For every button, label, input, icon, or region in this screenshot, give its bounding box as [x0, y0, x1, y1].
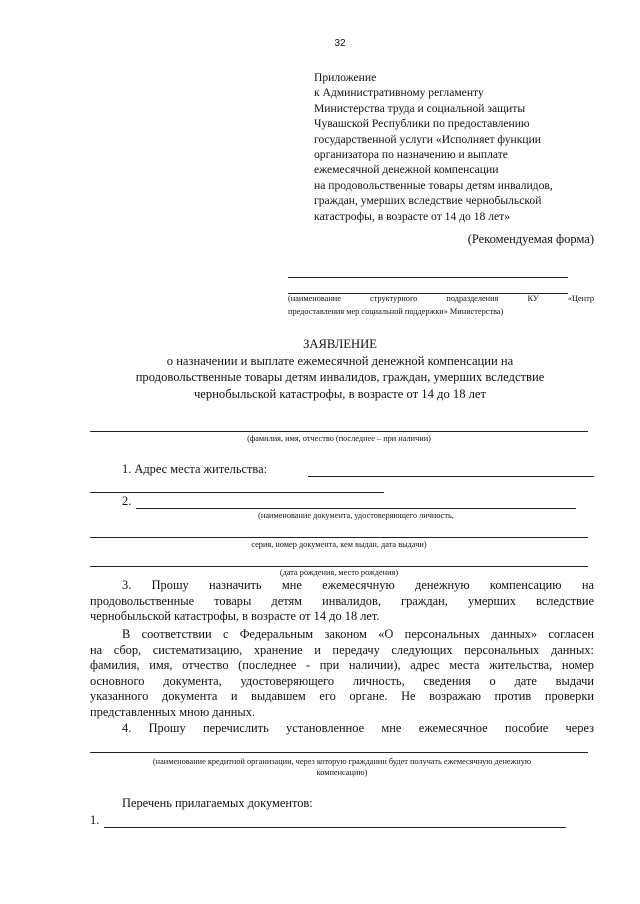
- consent-line: В соответствии с Федеральным законом «О персональных данных» согласен: [122, 627, 594, 641]
- appendix-line: организатора по назначению и выплате: [314, 148, 508, 162]
- address-label: 1. Адрес места жительства:: [122, 462, 268, 476]
- documents-list-item-field-line[interactable]: [104, 827, 566, 828]
- document-title: [90, 336, 590, 402]
- identity-doc-series-caption: серия, номер документа, кем выдан, дата выдачи): [251, 540, 427, 549]
- consent-line: указанного документа и выдавшем его органе. Не возражаю против проверки: [90, 689, 594, 704]
- address-field-line-1[interactable]: [308, 476, 594, 477]
- appendix-line: государственной услуги «Исполняет функции: [314, 132, 541, 146]
- consent-line: основного документа, удостоверяющего личность, сведения о дате выдачи: [90, 673, 594, 688]
- recommended-form-note: (Рекомендуемая форма): [467, 232, 594, 246]
- consent-line: представленных мною данных.: [90, 704, 255, 719]
- title-line: продовольственные товары детям инвалидов, граждан, умерших вследствие: [135, 370, 545, 385]
- bank-caption-line2: компенсацию): [316, 768, 368, 777]
- request-line: чернобыльской катастрофы, в возрасте от 14 до 18 лет.: [90, 609, 380, 624]
- payment-line: 4. Прошу перечислить установленное мне ежемесячное пособие через: [122, 721, 594, 735]
- bank-field-line[interactable]: [90, 752, 588, 753]
- fio-field-line[interactable]: [90, 431, 588, 432]
- title-line: чернобыльской катастрофы, в возрасте от 14 до 18 лет: [193, 386, 487, 401]
- appendix-line: на продовольственные товары детям инвалидов,: [314, 178, 553, 192]
- department-field-line-1[interactable]: [288, 277, 568, 278]
- appendix-line: катастрофы, в возрасте от 14 до 18 лет»: [314, 209, 511, 223]
- appendix-line: ежемесячной денежной компенсации: [314, 163, 499, 177]
- appendix-header: [314, 70, 614, 224]
- documents-list-title: Перечень прилагаемых документов:: [122, 796, 313, 810]
- appendix-line: граждан, умерших вследствие чернобыльской: [314, 194, 542, 208]
- identity-doc-field-line[interactable]: [136, 508, 576, 509]
- consent-paragraph: [90, 627, 594, 721]
- request-paragraph: [90, 578, 594, 625]
- consent-line: фамилия, имя, отчество (последнее - при наличии), адрес места жительства, номер: [90, 658, 594, 673]
- identity-doc-series-field-line[interactable]: [90, 537, 588, 538]
- identity-doc-label: 2.: [122, 494, 132, 508]
- title-heading: ЗАЯВЛЕНИЕ: [303, 337, 377, 351]
- birth-field-line[interactable]: [90, 566, 588, 567]
- department-caption-line2: предоставления мер социальной поддержки» Министерства): [288, 307, 504, 316]
- appendix-line: Чувашской Республики по предоставлению: [314, 117, 530, 131]
- identity-doc-caption: (наименование документа, удостоверяющего личность,: [258, 511, 454, 520]
- consent-line: на сбор, систематизацию, хранение и передачу следующих персональных данных:: [90, 642, 594, 657]
- payment-paragraph: [90, 721, 594, 737]
- page-number: 32: [334, 38, 346, 49]
- documents-list-item-number: 1.: [90, 813, 100, 827]
- address-field-line-2[interactable]: [90, 492, 384, 493]
- request-line: 3. Прошу назначить мне ежемесячную денежную компенсацию на: [122, 578, 594, 592]
- appendix-line: Министерства труда и социальной защиты: [314, 101, 526, 115]
- appendix-line: к Административному регламенту: [314, 86, 484, 100]
- title-line: о назначении и выплате ежемесячной денежной компенсации на: [166, 353, 514, 368]
- department-caption: (наименование структурного подразделения КУ «Центр: [288, 294, 594, 303]
- bank-caption: (наименование кредитной организации, через которую гражданин будет получать ежемесячную денежную: [152, 757, 532, 766]
- appendix-line: Приложение: [314, 71, 377, 84]
- fio-caption: (фамилия, имя, отчество (последнее – при наличии): [247, 434, 431, 443]
- birth-caption: (дата рождения, место рождения): [279, 568, 399, 577]
- request-line: продовольственные товары детям инвалидов, граждан, умерших вследствие: [90, 593, 594, 608]
